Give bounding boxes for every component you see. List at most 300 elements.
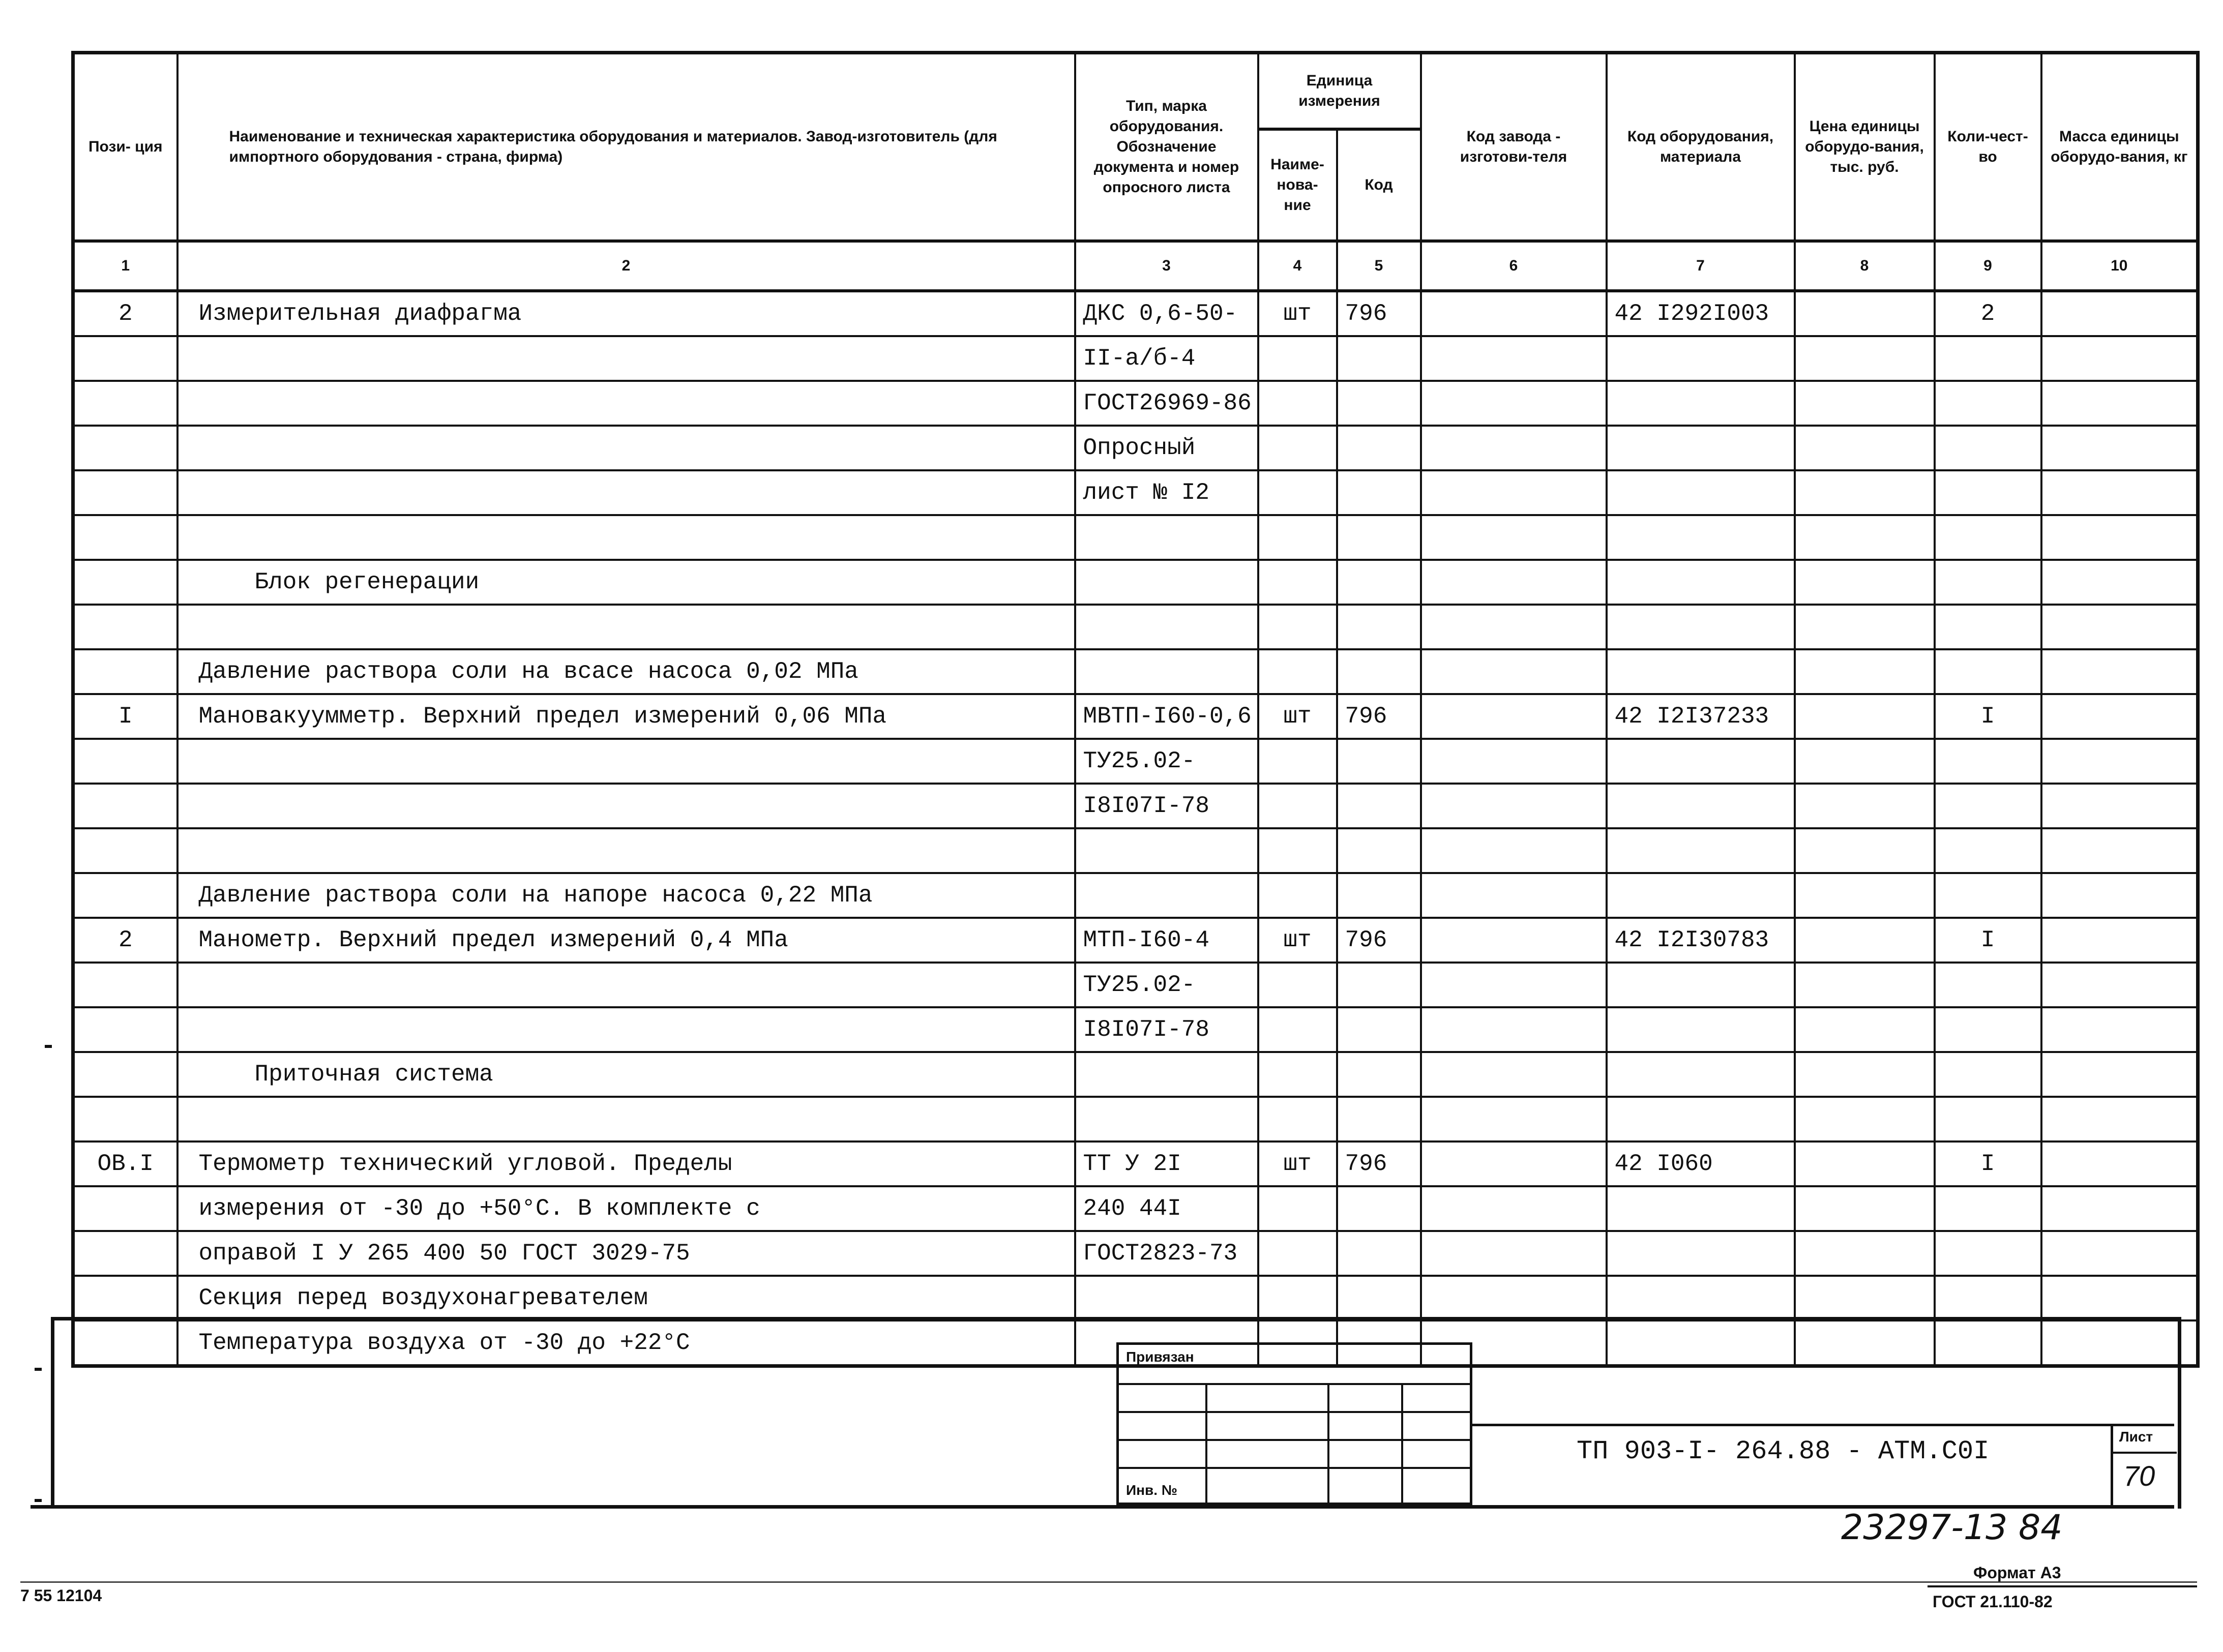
row-name xyxy=(177,1007,1075,1052)
row-position xyxy=(73,1097,177,1142)
row-price xyxy=(1795,963,1935,1007)
table-row xyxy=(73,1142,2198,1186)
row-quantity xyxy=(1935,1007,2041,1052)
row-position xyxy=(73,381,177,426)
row-type-mark xyxy=(1075,1276,1258,1320)
header-quantity: Коли-чест-во xyxy=(1935,53,2041,241)
row-type-mark: лист № I2 xyxy=(1075,470,1258,515)
row-factory-code xyxy=(1421,784,1607,828)
table-row xyxy=(73,426,2198,470)
row-quantity: I xyxy=(1935,1142,2041,1186)
table-row xyxy=(73,784,2198,828)
row-unit-name xyxy=(1258,1231,1337,1276)
row-position: 2 xyxy=(73,918,177,963)
row-position xyxy=(73,1231,177,1276)
row-unit-code: 796 xyxy=(1337,694,1421,739)
row-position xyxy=(73,649,177,694)
row-equipment-code xyxy=(1607,649,1795,694)
row-position xyxy=(73,873,177,918)
row-factory-code xyxy=(1421,1142,1607,1186)
row-mass xyxy=(2041,336,2198,381)
column-number: 8 xyxy=(1795,241,1935,291)
row-price xyxy=(1795,336,1935,381)
row-unit-name xyxy=(1258,1276,1337,1320)
row-quantity xyxy=(1935,1231,2041,1276)
stamp-inventory-label: Инв. № xyxy=(1126,1482,1178,1498)
row-quantity xyxy=(1935,1276,2041,1320)
left-corner-code: 7 55 12104 xyxy=(20,1586,102,1605)
row-mass xyxy=(2041,426,2198,470)
row-factory-code xyxy=(1421,336,1607,381)
code-divider xyxy=(1472,1424,2174,1426)
row-equipment-code: 42 I060 xyxy=(1607,1142,1795,1186)
row-mass xyxy=(2041,739,2198,784)
row-quantity xyxy=(1935,828,2041,873)
row-price xyxy=(1795,828,1935,873)
page-bottom-rule xyxy=(20,1581,2197,1583)
row-unit-code xyxy=(1337,560,1421,605)
row-equipment-code: 42 I2I30783 xyxy=(1607,918,1795,963)
row-type-mark: ТТ У 2I xyxy=(1075,1142,1258,1186)
row-mass xyxy=(2041,1186,2198,1231)
row-equipment-code xyxy=(1607,828,1795,873)
row-position xyxy=(73,560,177,605)
row-name: измерения от -30 до +50°С. В комплекте с xyxy=(177,1186,1075,1231)
row-name: Мановакуумметр. Верхний предел измерений 0,06 МПа xyxy=(177,694,1075,739)
row-quantity xyxy=(1935,336,2041,381)
row-type-mark: ГОСТ26969-86 xyxy=(1075,381,1258,426)
row-mass xyxy=(2041,828,2198,873)
row-name: Температура воздуха от -30 до +22°С xyxy=(177,1320,1075,1366)
row-equipment-code xyxy=(1607,470,1795,515)
table-row xyxy=(73,336,2198,381)
row-unit-code xyxy=(1337,1097,1421,1142)
stamp-line xyxy=(1119,1383,1470,1385)
row-unit-name xyxy=(1258,470,1337,515)
row-quantity xyxy=(1935,649,2041,694)
header-unit-code: Код xyxy=(1337,129,1421,241)
row-name: Секция перед воздухонагревателем xyxy=(177,1276,1075,1320)
row-mass xyxy=(2041,918,2198,963)
row-position xyxy=(73,963,177,1007)
margin-tick xyxy=(45,1045,52,1048)
row-name xyxy=(177,739,1075,784)
row-price xyxy=(1795,1142,1935,1186)
row-unit-code: 796 xyxy=(1337,918,1421,963)
table-row xyxy=(73,1007,2198,1052)
row-mass xyxy=(2041,291,2198,336)
row-equipment-code xyxy=(1607,336,1795,381)
row-quantity xyxy=(1935,873,2041,918)
row-equipment-code xyxy=(1607,963,1795,1007)
row-factory-code xyxy=(1421,649,1607,694)
row-unit-name xyxy=(1258,381,1337,426)
row-unit-code xyxy=(1337,1276,1421,1320)
row-unit-code xyxy=(1337,515,1421,560)
column-number: 6 xyxy=(1421,241,1607,291)
row-name: Измерительная диафрагма xyxy=(177,291,1075,336)
row-quantity xyxy=(1935,605,2041,649)
table-row xyxy=(73,649,2198,694)
row-unit-name: шт xyxy=(1258,291,1337,336)
column-number: 5 xyxy=(1337,241,1421,291)
row-name xyxy=(177,963,1075,1007)
row-unit-name xyxy=(1258,828,1337,873)
row-name xyxy=(177,784,1075,828)
row-mass xyxy=(2041,1097,2198,1142)
row-name: Манометр. Верхний предел измерений 0,4 МПа xyxy=(177,918,1075,963)
handwritten-archive-number: 23297-13 84 xyxy=(1841,1508,2063,1548)
header-price: Цена единицы оборудо-вания, тыс. руб. xyxy=(1795,53,1935,241)
row-equipment-code: 42 I2I37233 xyxy=(1607,694,1795,739)
row-factory-code xyxy=(1421,470,1607,515)
row-price xyxy=(1795,560,1935,605)
row-price xyxy=(1795,694,1935,739)
table-row xyxy=(73,1052,2198,1097)
header-name: Наименование и техническая характеристика оборудования и материалов. Завод-изготовитель (для импортного оборудования - страна, фирма) xyxy=(177,53,1075,241)
row-type-mark: I8I07I-78 xyxy=(1075,784,1258,828)
row-type-mark xyxy=(1075,560,1258,605)
stamp-line xyxy=(1119,1411,1470,1413)
row-quantity xyxy=(1935,515,2041,560)
stamp-title: Привязан xyxy=(1126,1349,1194,1365)
row-equipment-code xyxy=(1607,739,1795,784)
row-mass xyxy=(2041,381,2198,426)
row-name xyxy=(177,381,1075,426)
row-factory-code xyxy=(1421,873,1607,918)
row-price xyxy=(1795,784,1935,828)
row-equipment-code xyxy=(1607,1276,1795,1320)
row-type-mark xyxy=(1075,1097,1258,1142)
table-row xyxy=(73,918,2198,963)
row-factory-code xyxy=(1421,515,1607,560)
row-factory-code xyxy=(1421,605,1607,649)
row-factory-code xyxy=(1421,291,1607,336)
row-factory-code xyxy=(1421,1276,1607,1320)
row-factory-code xyxy=(1421,828,1607,873)
row-factory-code xyxy=(1421,1052,1607,1097)
row-type-mark: I8I07I-78 xyxy=(1075,1007,1258,1052)
row-unit-name xyxy=(1258,963,1337,1007)
row-unit-name xyxy=(1258,739,1337,784)
row-factory-code xyxy=(1421,739,1607,784)
margin-tick xyxy=(35,1368,42,1371)
row-mass xyxy=(2041,649,2198,694)
row-position xyxy=(73,515,177,560)
row-type-mark: ГОСТ2823-73 xyxy=(1075,1231,1258,1276)
row-factory-code xyxy=(1421,918,1607,963)
row-unit-code xyxy=(1337,873,1421,918)
row-position xyxy=(73,605,177,649)
row-quantity xyxy=(1935,784,2041,828)
row-mass xyxy=(2041,470,2198,515)
row-price xyxy=(1795,649,1935,694)
row-position: 2 xyxy=(73,291,177,336)
column-number: 3 xyxy=(1075,241,1258,291)
row-unit-code xyxy=(1337,470,1421,515)
table-row xyxy=(73,291,2198,336)
row-equipment-code xyxy=(1607,605,1795,649)
stamp-line xyxy=(1119,1439,1470,1441)
row-unit-name: шт xyxy=(1258,1142,1337,1186)
row-unit-code xyxy=(1337,828,1421,873)
row-factory-code xyxy=(1421,1097,1607,1142)
header-unit: Единица измерения xyxy=(1258,53,1421,129)
row-mass xyxy=(2041,560,2198,605)
row-quantity xyxy=(1935,739,2041,784)
row-unit-name xyxy=(1258,649,1337,694)
row-name: Давление раствора соли на напоре насоса 0,22 МПа xyxy=(177,873,1075,918)
row-mass xyxy=(2041,963,2198,1007)
header-position: Пози- ция xyxy=(73,53,177,241)
column-numbers-row xyxy=(73,241,2198,291)
margin-tick xyxy=(35,1499,42,1502)
row-factory-code xyxy=(1421,1007,1607,1052)
header-unit-name: Наиме-нова-ние xyxy=(1258,129,1337,241)
row-position xyxy=(73,739,177,784)
row-unit-code: 796 xyxy=(1337,1142,1421,1186)
row-equipment-code xyxy=(1607,1186,1795,1231)
column-number: 1 xyxy=(73,241,177,291)
row-unit-name xyxy=(1258,515,1337,560)
row-name: Приточная система xyxy=(177,1052,1075,1097)
row-price xyxy=(1795,470,1935,515)
row-name xyxy=(177,828,1075,873)
row-quantity xyxy=(1935,1052,2041,1097)
sheet-divider xyxy=(2113,1452,2177,1454)
gost-label: ГОСТ 21.110-82 xyxy=(1933,1593,2053,1611)
row-factory-code xyxy=(1421,426,1607,470)
row-factory-code xyxy=(1421,560,1607,605)
row-unit-code: 796 xyxy=(1337,291,1421,336)
format-label: Формат А3 xyxy=(1973,1564,2061,1582)
row-price xyxy=(1795,1231,1935,1276)
row-equipment-code xyxy=(1607,515,1795,560)
row-position xyxy=(73,1007,177,1052)
row-price xyxy=(1795,605,1935,649)
row-unit-code xyxy=(1337,605,1421,649)
header-mass: Масса единицы оборудо-вания, кг xyxy=(2041,53,2198,241)
table-row xyxy=(73,470,2198,515)
row-unit-name xyxy=(1258,1007,1337,1052)
row-unit-code xyxy=(1337,381,1421,426)
row-price xyxy=(1795,1007,1935,1052)
row-unit-code xyxy=(1337,336,1421,381)
row-unit-name xyxy=(1258,605,1337,649)
row-type-mark xyxy=(1075,1052,1258,1097)
row-name xyxy=(177,605,1075,649)
row-equipment-code: 42 I292I003 xyxy=(1607,291,1795,336)
column-number: 9 xyxy=(1935,241,2041,291)
row-factory-code xyxy=(1421,1231,1607,1276)
row-type-mark: ТУ25.02- xyxy=(1075,963,1258,1007)
row-mass xyxy=(2041,873,2198,918)
row-price xyxy=(1795,515,1935,560)
table-row xyxy=(73,739,2198,784)
row-unit-name xyxy=(1258,1186,1337,1231)
row-equipment-code xyxy=(1607,1007,1795,1052)
row-quantity xyxy=(1935,1097,2041,1142)
table-row xyxy=(73,694,2198,739)
row-type-mark xyxy=(1075,515,1258,560)
column-number: 10 xyxy=(2041,241,2198,291)
row-type-mark: МТП-I60-4 xyxy=(1075,918,1258,963)
row-type-mark xyxy=(1075,649,1258,694)
row-unit-code xyxy=(1337,784,1421,828)
table-row xyxy=(73,1276,2198,1320)
row-equipment-code xyxy=(1607,381,1795,426)
sheet-label: Лист xyxy=(2119,1429,2153,1445)
row-position xyxy=(73,1052,177,1097)
row-price xyxy=(1795,739,1935,784)
row-unit-name xyxy=(1258,336,1337,381)
row-mass xyxy=(2041,1007,2198,1052)
sheet-number: 70 xyxy=(2123,1460,2155,1492)
row-unit-name xyxy=(1258,1052,1337,1097)
row-quantity xyxy=(1935,381,2041,426)
row-unit-name xyxy=(1258,426,1337,470)
column-number: 4 xyxy=(1258,241,1337,291)
row-position xyxy=(73,1186,177,1231)
table-row xyxy=(73,963,2198,1007)
row-unit-name xyxy=(1258,1097,1337,1142)
stamp-line xyxy=(1401,1383,1403,1505)
row-price xyxy=(1795,1052,1935,1097)
row-mass xyxy=(2041,694,2198,739)
header-equipment-code: Код оборудования, материала xyxy=(1607,53,1795,241)
row-factory-code xyxy=(1421,963,1607,1007)
row-unit-code xyxy=(1337,1231,1421,1276)
row-mass xyxy=(2041,515,2198,560)
row-factory-code xyxy=(1421,694,1607,739)
stamp-line xyxy=(1327,1383,1329,1505)
row-mass xyxy=(2041,1231,2198,1276)
row-quantity: I xyxy=(1935,694,2041,739)
row-mass xyxy=(2041,1276,2198,1320)
row-type-mark xyxy=(1075,873,1258,918)
row-quantity xyxy=(1935,963,2041,1007)
format-divider xyxy=(1928,1585,2197,1587)
row-unit-code xyxy=(1337,1007,1421,1052)
row-unit-name xyxy=(1258,784,1337,828)
column-number: 2 xyxy=(177,241,1075,291)
stamp-line xyxy=(1205,1383,1207,1505)
row-unit-code xyxy=(1337,1052,1421,1097)
sheet-number-box xyxy=(2111,1424,2174,1505)
document-code: ТП 903-I- 264.88 - АТМ.С0I xyxy=(1577,1436,1990,1466)
row-quantity xyxy=(1935,470,2041,515)
row-mass xyxy=(2041,1052,2198,1097)
row-type-mark: II-а/б-4 xyxy=(1075,336,1258,381)
row-quantity: 2 xyxy=(1935,291,2041,336)
row-name xyxy=(177,470,1075,515)
specification-table xyxy=(71,51,2200,1368)
row-unit-name: шт xyxy=(1258,918,1337,963)
row-position xyxy=(73,426,177,470)
row-price xyxy=(1795,1276,1935,1320)
row-price xyxy=(1795,381,1935,426)
row-factory-code xyxy=(1421,381,1607,426)
row-name xyxy=(177,426,1075,470)
specification-body xyxy=(73,291,2198,1366)
row-equipment-code xyxy=(1607,560,1795,605)
row-type-mark: Опросный xyxy=(1075,426,1258,470)
row-unit-code xyxy=(1337,649,1421,694)
table-row xyxy=(73,381,2198,426)
row-equipment-code xyxy=(1607,1052,1795,1097)
row-position xyxy=(73,470,177,515)
row-equipment-code xyxy=(1607,426,1795,470)
table-row xyxy=(73,515,2198,560)
row-name xyxy=(177,1097,1075,1142)
header-factory-code: Код завода - изготови-теля xyxy=(1421,53,1607,241)
row-mass xyxy=(2041,605,2198,649)
row-price xyxy=(1795,1097,1935,1142)
row-equipment-code xyxy=(1607,784,1795,828)
row-quantity xyxy=(1935,560,2041,605)
row-position xyxy=(73,784,177,828)
row-price xyxy=(1795,426,1935,470)
row-unit-code xyxy=(1337,426,1421,470)
table-row xyxy=(73,828,2198,873)
row-unit-name xyxy=(1258,560,1337,605)
row-mass xyxy=(2041,1142,2198,1186)
row-type-mark: МВТП-I60-0,6 xyxy=(1075,694,1258,739)
row-equipment-code xyxy=(1607,873,1795,918)
row-unit-code xyxy=(1337,739,1421,784)
row-price xyxy=(1795,873,1935,918)
row-name: Блок регенерации xyxy=(177,560,1075,605)
row-price xyxy=(1795,1186,1935,1231)
row-name: Давление раствора соли на всасе насоса 0,02 МПа xyxy=(177,649,1075,694)
table-row xyxy=(73,1186,2198,1231)
row-type-mark: ДКС 0,6-50- xyxy=(1075,291,1258,336)
table-row xyxy=(73,560,2198,605)
row-quantity xyxy=(1935,1186,2041,1231)
row-name: Термометр технический угловой. Пределы xyxy=(177,1142,1075,1186)
header-type: Тип, марка оборудования. Обозначение документа и номер опросного листа xyxy=(1075,53,1258,241)
row-unit-code xyxy=(1337,1186,1421,1231)
row-equipment-code xyxy=(1607,1231,1795,1276)
row-price xyxy=(1795,918,1935,963)
row-quantity xyxy=(1935,426,2041,470)
row-name: оправой I У 265 400 50 ГОСТ 3029-75 xyxy=(177,1231,1075,1276)
column-number: 7 xyxy=(1607,241,1795,291)
row-position xyxy=(73,1276,177,1320)
stamp-line xyxy=(1119,1467,1470,1469)
table-row xyxy=(73,873,2198,918)
row-quantity: I xyxy=(1935,918,2041,963)
binding-stamp xyxy=(1116,1342,1472,1505)
row-position xyxy=(73,828,177,873)
row-equipment-code xyxy=(1607,1097,1795,1142)
table-row xyxy=(73,1231,2198,1276)
table-row xyxy=(73,1097,2198,1142)
row-unit-code xyxy=(1337,963,1421,1007)
row-mass xyxy=(2041,784,2198,828)
row-position: I xyxy=(73,694,177,739)
row-unit-name xyxy=(1258,873,1337,918)
row-type-mark xyxy=(1075,605,1258,649)
row-position: ОВ.I xyxy=(73,1142,177,1186)
row-name xyxy=(177,515,1075,560)
row-position xyxy=(73,336,177,381)
row-type-mark xyxy=(1075,828,1258,873)
row-factory-code xyxy=(1421,1186,1607,1231)
row-price xyxy=(1795,291,1935,336)
row-unit-name: шт xyxy=(1258,694,1337,739)
table-row xyxy=(73,605,2198,649)
